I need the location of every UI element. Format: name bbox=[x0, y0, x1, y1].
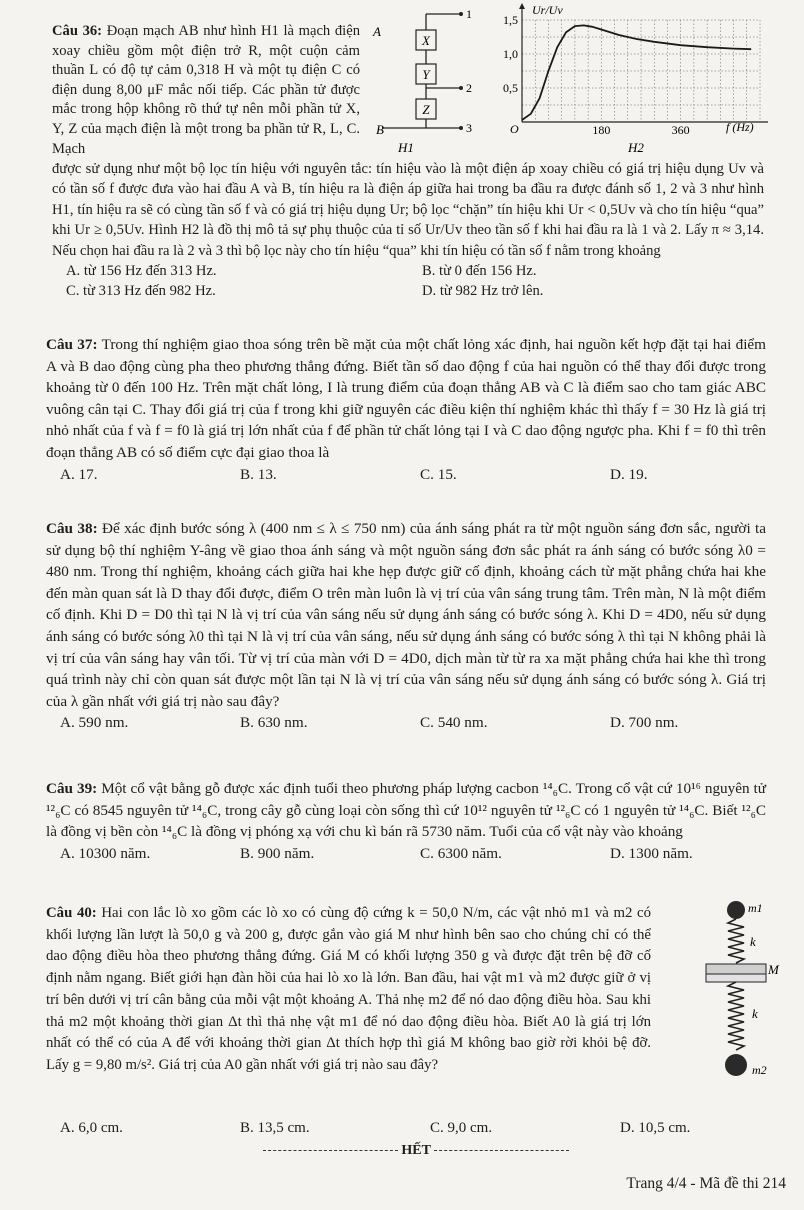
question-36-text-part2: được sử dụng như một bộ lọc tín hiệu với nguyên tắc: tín hiệu vào là một điện áp xoay chiều có giá trị hiệu dụng Uv và có tần số f được đưa vào hai đầu A và B, tín hiệu ra là điện áp giữa hai trong ba đầu ra được đánh số 1, 2 và 3 như hình H1, tín hiệu ra sẽ có cùng tần số f và có giá trị hiệu dụng Ur; bộ lọc “chặn” tín hiệu khi Ur < 0,5Uv và cho tín hiệu “qua” khi Ur ≥ 0,5Uv. Hình H2 là đồ thị mô tả sự phụ thuộc của tỉ số Ur/Uv theo tần số f khi hai đầu ra là 1 và 2. Lấy π ≈ 3,14. Nếu chọn hai đầu ra là 2 và 3 thì bộ lọc này cho tín hiệu “qua” khi tín hiệu có tần số f nằm trong khoảng bbox=[52, 161, 764, 259]
chart-origin-label: O bbox=[510, 122, 519, 136]
chart-y-tick-label: 0,5 bbox=[503, 81, 518, 95]
chart-grid bbox=[522, 20, 760, 122]
question-38-options bbox=[60, 712, 766, 734]
question-39 bbox=[46, 778, 766, 864]
question-36-option-d[interactable]: D. từ 982 Hz trở lên. bbox=[422, 283, 544, 300]
chart-y-tick-label: 1,0 bbox=[503, 47, 518, 61]
spring-mass-figure bbox=[700, 898, 780, 1098]
mass-m2 bbox=[725, 1054, 747, 1076]
question-40-option-a[interactable]: A. 6,0 cm. bbox=[60, 1120, 123, 1136]
chart-x-label: f (Hz) bbox=[726, 120, 754, 134]
chart-axes bbox=[519, 3, 768, 122]
chart-y-arrow bbox=[519, 3, 525, 9]
question-37-label: Câu 37: bbox=[46, 336, 98, 353]
question-40-options bbox=[60, 1120, 760, 1137]
chart-x-tick-label: 180 bbox=[592, 123, 611, 137]
box-x-label: X bbox=[422, 33, 430, 48]
spring-bottom-k-label: k bbox=[752, 1006, 758, 1021]
question-39-option-c[interactable]: C. 6300 năm. bbox=[420, 844, 502, 862]
question-37-options bbox=[60, 464, 766, 486]
terminal-1: 1 bbox=[466, 7, 472, 21]
question-38-label: Câu 38: bbox=[46, 520, 98, 537]
stand-m bbox=[706, 964, 766, 974]
chart-y-label: Ur/Uv bbox=[532, 3, 563, 17]
end-marker bbox=[246, 1143, 586, 1159]
question-39-label: Câu 39: bbox=[46, 780, 98, 797]
chart-x-tick-label: 360 bbox=[671, 123, 690, 137]
label-b: B bbox=[376, 122, 384, 137]
question-39-options bbox=[60, 843, 766, 865]
circuit-caption: H1 bbox=[398, 140, 414, 155]
question-38-text: Để xác định bước sóng λ (400 nm ≤ λ ≤ 750 nm) của ánh sáng phát ra từ một nguồn sáng đơn sắc, người ta sử dụng bộ thí nghiệm Y-âng về giao thoa ánh sáng và một nguồn sáng đơn sắc phát ra ánh sáng có bước sóng λ0 = 480 nm. Trong thí nghiệm, khoảng cách giữa hai khe hẹp được giữ cố định, khoảng cách từ mặt phẳng chứa hai khe đến màn quan sát là D thay đổi được, điểm O trên màn luôn là vị trí của vân sáng trung tâm. Trên màn, N là một điểm cố định. Khi D = D0 thì tại N là vị trí của vân sáng nếu sử dụng ánh sáng có bước sóng λ. Khi D = 4D0, nếu sử dụng ánh sáng có bước sóng λ0 thì tại N là vị trí của vân sáng, nếu sử dụng ánh sáng có bước sóng λ thì tại N không phải là vị trí của vân sáng hay vân tối. Từ vị trí của màn với D = 4D0, dịch màn từ từ ra xa mặt phẳng chứa hai khe thì trong quá trình này chỉ còn quan sát được một lần tại N là vị trí của vân sáng nếu sử dụng ánh sáng có bước sóng λ. Giá trị của λ gần nhất với giá trị nào sau đây? bbox=[46, 520, 766, 710]
question-40-option-d[interactable]: D. 10,5 cm. bbox=[620, 1120, 691, 1136]
question-36-option-b[interactable]: B. từ 0 đến 156 Hz. bbox=[422, 263, 537, 280]
question-36-label: Câu 36: bbox=[52, 23, 103, 39]
question-39-text: Một cổ vật bằng gỗ được xác định tuổi theo phương pháp lượng cacbon ¹⁴₆C. Trong cổ vật cứ 10¹⁶ nguyên tử ¹²₆C có 8545 nguyên tử ¹⁴₆C, trong cây gỗ cùng loại còn sống thì cứ 10¹² nguyên tử ¹²₆C có 1 nguyên tử ¹⁴₆C. Biết ¹²₆C là đồng vị bền còn ¹⁴₆C là đồng vị phóng xạ với chu kì bán rã 5730 năm. Tuổi của cổ vật này vào khoảng bbox=[46, 780, 766, 841]
question-39-option-a[interactable]: A. 10300 năm. bbox=[60, 844, 151, 862]
question-37-option-c[interactable]: C. 15. bbox=[420, 465, 457, 483]
terminal-3: 3 bbox=[466, 121, 472, 135]
chart-h2 bbox=[488, 0, 778, 158]
question-40-label: Câu 40: bbox=[46, 905, 97, 921]
chart-series bbox=[522, 25, 751, 120]
circuit-diagram-h1 bbox=[368, 0, 488, 160]
question-38-option-a[interactable]: A. 590 nm. bbox=[60, 714, 129, 732]
support-base bbox=[706, 974, 766, 982]
chart-ticks bbox=[503, 13, 690, 137]
chart-caption: H2 bbox=[628, 140, 644, 155]
chart-y-tick-label: 1,5 bbox=[503, 13, 518, 27]
question-37-option-a[interactable]: A. 17. bbox=[60, 465, 98, 483]
page-footer: Trang 4/4 - Mã đề thi 214 bbox=[626, 1175, 786, 1192]
question-37-text: Trong thí nghiệm giao thoa sóng trên bề mặt của một chất lỏng xác định, hai nguồn kết hợp đặt tại hai điểm A và B dao động cùng pha theo phương thẳng đứng. Biết tần số dao động f của hai nguồn có thể thay đổi được trong khoảng từ 0 đến 100 Hz. Trên mặt chất lỏng, I là trung điểm của đoạn thẳng AB và C là điểm sao cho tam giác ABC vuông cân tại C. Thay đổi giá trị của f trong khi giữ nguyên các điều kiện thí nghiệm khác thì thấy f = 30 Hz là giá trị nhỏ nhất của f và f = f0 là giá trị lớn nhất của f để phần tử chất lỏng tại I và C dao động ngược pha. Khi f = f0 thì trên đoạn thẳng AB có số điểm cực đại giao thoa là bbox=[46, 336, 766, 461]
terminal-2: 2 bbox=[466, 81, 472, 95]
question-36-continued bbox=[52, 159, 764, 302]
question-37-option-b[interactable]: B. 13. bbox=[240, 465, 277, 483]
question-37 bbox=[46, 334, 766, 485]
question-39-option-b[interactable]: B. 900 năm. bbox=[240, 844, 315, 862]
spring-bottom bbox=[728, 982, 744, 1050]
spring-top-k-label: k bbox=[750, 934, 756, 949]
mass-m1 bbox=[727, 901, 745, 919]
end-divider-left bbox=[263, 1150, 398, 1151]
question-36-option-c[interactable]: C. từ 313 Hz đến 982 Hz. bbox=[66, 283, 216, 300]
end-divider-right bbox=[434, 1150, 569, 1151]
question-36-text-part1: Đoạn mạch AB như hình H1 là mạch điện xoay chiều gồm một điện trở R, một cuộn cảm thuần L có độ tự cảm 0,318 H và một tụ điện C có điện dung 8,00 μF mắc nối tiếp. Các phần tử được mắc trong hộp không rõ thứ tự nên mỗi phần tử X, Y, Z của mạch điện là một trong ba phần tử R, L, C. Mạch bbox=[52, 23, 360, 157]
mass-m2-label: m2 bbox=[752, 1063, 767, 1077]
question-36-option-a[interactable]: A. từ 156 Hz đến 313 Hz. bbox=[66, 263, 217, 280]
mass-m1-label: m1 bbox=[748, 901, 763, 915]
box-z-label: Z bbox=[422, 102, 430, 117]
question-39-option-d[interactable]: D. 1300 năm. bbox=[610, 844, 693, 862]
box-y-label: Y bbox=[422, 67, 430, 82]
question-40-text: Hai con lắc lò xo gồm các lò xo có cùng độ cứng k = 50,0 N/m, các vật nhỏ m1 và m2 có khối lượng lần lượt là 50,0 g và 200 g, được gắn vào giá M như hình bên sao cho chúng chỉ có thể dao động điều hòa theo phương thẳng đứng. Giá M có khối lượng 350 g và được đặt trên bệ đỡ cố định nằm ngang. Biết giới hạn đàn hồi của hai lò xo là lớn. Ban đầu, hai vật m1 và m2 được giữ ở vị trí bên dưới vị trí cân bằng của mỗi vật một khoảng A. Thả nhẹ m2 để nó dao động điều hòa. Sau khi thả m2 một khoảng thời gian Δt thì thả nhẹ vật m1 để nó dao động điều hòa. Biết A0 là giá trị lớn nhất có thể có của A để với khoảng thời gian Δt thích hợp thì giá M không bao giờ rời khỏi bệ đỡ. Lấy g = 9,80 m/s². Giá trị của A0 gần nhất với giá trị nào sau đây? bbox=[46, 905, 651, 1073]
question-36-options bbox=[66, 261, 764, 302]
question-40-option-b[interactable]: B. 13,5 cm. bbox=[240, 1120, 310, 1136]
spring-top bbox=[728, 919, 744, 963]
question-40-option-c[interactable]: C. 9,0 cm. bbox=[430, 1120, 493, 1136]
question-37-option-d[interactable]: D. 19. bbox=[610, 465, 648, 483]
chart-series-line bbox=[522, 25, 751, 120]
question-38-option-b[interactable]: B. 630 nm. bbox=[240, 714, 308, 732]
question-38-option-d[interactable]: D. 700 nm. bbox=[610, 714, 679, 732]
question-40 bbox=[46, 903, 651, 1077]
label-a: A bbox=[373, 24, 381, 39]
question-38-option-c[interactable]: C. 540 nm. bbox=[420, 714, 488, 732]
question-38 bbox=[46, 518, 766, 734]
stand-m-label: M bbox=[768, 962, 779, 977]
end-text: HẾT bbox=[401, 1143, 431, 1158]
question-36-intro bbox=[52, 22, 360, 159]
